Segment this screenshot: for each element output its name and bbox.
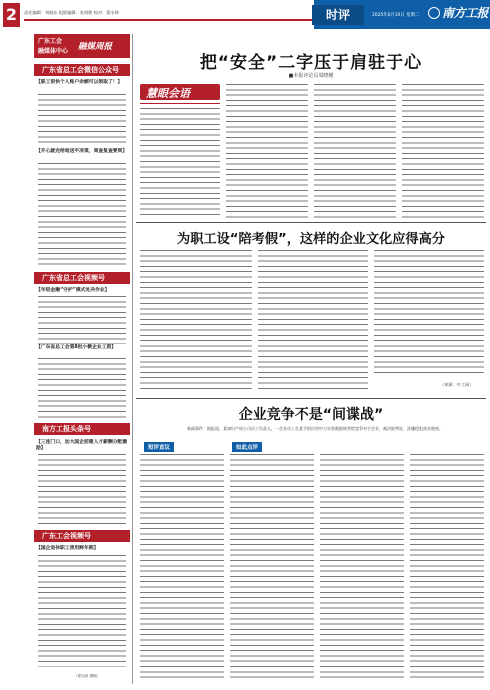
sidebar-footer: （郑钊真 撰稿） [74,674,101,678]
column-divider [132,34,133,684]
news-summary: 新闻事件：据报道，某知识产权公司员工负责人，一企业员工在某手机应用中与实验数据转售给竞争对手企业，被法院判处，涉嫌侵犯商业秘密。 [187,426,443,431]
toutiao-item-1-title: 【三连门口，加大国企前建人才薪酬分配激励】 [36,440,128,451]
headline-1: 把“安全”二字压于肩驻于心 [199,53,423,73]
article-2-col-2 [258,250,368,392]
column-badge-label: 慧眼会语 [146,87,190,100]
article-2-col-1 [140,250,252,392]
article-3-col-4 [410,454,484,682]
toutiao-section-head: 南方工报头条号 [34,423,130,435]
article-3-col-2 [230,454,314,682]
wechat-item-1-title: 【职工很快个人账户余额可以领取了！】 [36,80,123,85]
article-2-source: （来源：中工网） [440,382,474,387]
sidebar-brand [34,34,130,58]
article-1-col-2 [226,84,308,218]
article-1-col-3 [314,84,396,218]
video-item-1-text [38,296,126,344]
toutiao-item-1 [36,440,128,452]
gdvideo-item-1 [36,546,128,552]
logo-text: 南方工报 [442,6,489,20]
masthead-logo [428,4,488,21]
wechat-item-2-title: 【开心就完给咱送平凉菜，周查复查要到】 [36,149,128,154]
commentary-tag-a: 短评直议 [144,442,174,452]
video-item-2-text [38,358,126,418]
editors-line: 责任编辑：刘晓东 组版编辑：张明理 校对：蒙水帅 [24,10,119,15]
article-3-col-3 [320,454,404,682]
article-3-col-1 [140,454,224,682]
toutiao-item-1-text [38,454,126,526]
issue-date: 2025年6月10日 星期二 [372,13,420,18]
logo-emblem-icon [428,7,440,19]
headline-2: 为职工设“陪考假”，这样的企业文化应得高分 [177,232,445,247]
headline-3: 企业竞争不是“间谍战” [238,407,384,423]
wechat-item-1 [36,80,128,86]
gdvideo-item-1-text [38,555,126,667]
brand-name-bottom: 融媒体中心 [38,48,69,55]
brand-name-top: 广东工会 [38,38,63,45]
video-item-1-title: 【年轻金融“守护”模式处决作业】 [36,288,110,293]
gdvideo-section-head: 广东工会视频号 [34,530,130,542]
article-1-col-1 [140,108,220,218]
video-item-2-title: 【广东省总工会第8批小微企业工资】 [36,345,117,350]
badge-underline [140,103,220,104]
wechat-item-2-text [38,163,126,267]
section-divider-1 [136,222,486,223]
brand-tag: 融媒周报 [78,42,113,52]
wechat-item-2 [36,149,128,155]
gdvideo-item-1-title: 【国企退休职工使用跨年期】 [36,546,99,551]
video-section-head: 广东省总工会视频号 [34,272,130,284]
video-item-1 [36,288,128,294]
sidebar [34,34,130,686]
byline-1: ■本报评论员周晓槿 [288,73,334,79]
header-rule [24,19,314,21]
column-badge [140,84,220,100]
commentary-tag-b: 如此点评 [232,442,262,452]
wechat-section-head: 广东省总工会微信公众号 [34,64,130,76]
article-2-col-3 [374,250,484,376]
section-title: 时评 [312,5,364,25]
article-1-col-4 [402,84,484,218]
page-number: 2 [3,3,20,27]
video-item-2 [36,345,128,351]
wechat-item-1-text [38,94,126,146]
header-bar [0,0,490,32]
section-divider-2 [136,398,486,399]
